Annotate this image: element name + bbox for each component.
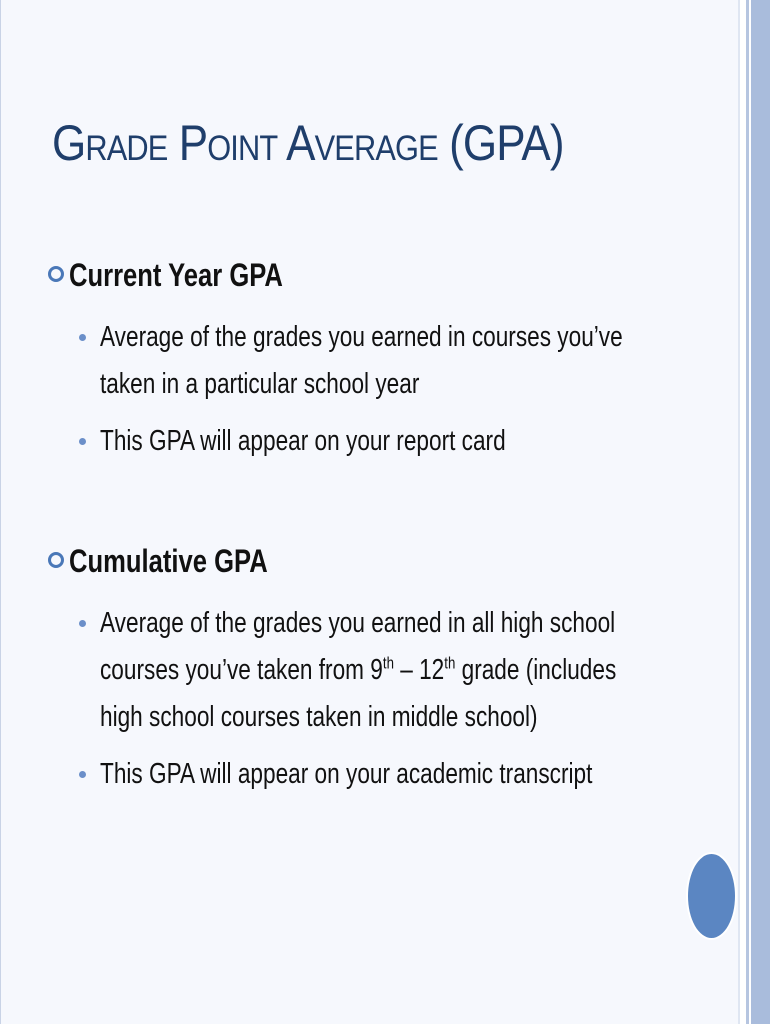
bullet-list <box>44 314 704 465</box>
section-heading: Cumulative GPA <box>69 543 268 579</box>
dot-bullet-icon <box>79 334 86 341</box>
bullet-text: This GPA will appear on your academic transcript <box>100 758 593 790</box>
bullet-text-part: Average of the grades you earned in all high school courses you’ve taken from 9 <box>100 607 616 686</box>
bullet-item <box>44 600 704 741</box>
dot-bullet-icon <box>79 620 86 627</box>
dot-bullet-icon <box>79 438 86 445</box>
slide-title: Grade Point Average (GPA) <box>52 115 564 171</box>
bullet-text: Average of the grades you earned in courses you’ve taken in a particular school year <box>100 321 623 400</box>
section-current-year-gpa <box>44 250 704 475</box>
ordinal-suffix: th <box>444 653 456 673</box>
bullet-list <box>44 600 704 798</box>
ring-bullet-icon <box>48 266 64 282</box>
dot-bullet-icon <box>79 771 86 778</box>
section-cumulative-gpa <box>44 536 704 808</box>
bullet-item <box>44 314 704 408</box>
sidebar-stripe <box>751 0 770 1024</box>
bullet-text <box>100 600 646 741</box>
bullet-text-part: grade (includes high school courses taken in middle school) <box>100 654 617 733</box>
section-heading: Current Year GPA <box>69 257 283 293</box>
bullet-item <box>44 418 704 465</box>
ordinal-suffix: th <box>382 653 394 673</box>
bullet-text: This GPA will appear on your report card <box>100 425 506 457</box>
section-heading-row <box>44 250 704 302</box>
section-heading-row <box>44 536 704 588</box>
ring-bullet-icon <box>48 552 64 568</box>
decorative-circle <box>686 852 737 940</box>
bullet-item <box>44 751 704 798</box>
bullet-text-part: – 12 <box>393 654 445 686</box>
